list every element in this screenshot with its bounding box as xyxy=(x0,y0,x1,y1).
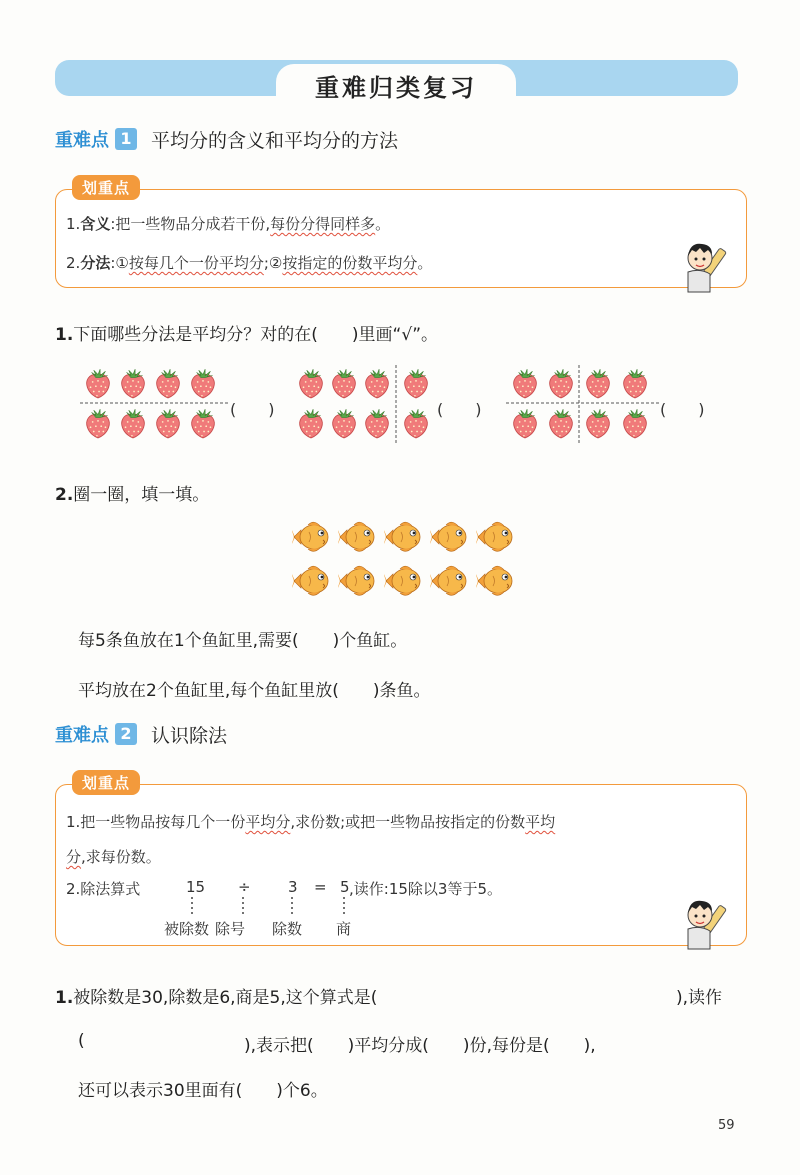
key-point-line-2: 2.分法:①按每几个一份平均分;②按指定的份数平均分。 xyxy=(66,254,433,272)
formula-dividend: 15 xyxy=(186,878,206,896)
key-point-tag: 划重点 xyxy=(72,175,140,200)
section-tag: 重难点 xyxy=(55,130,109,151)
section-number-badge: 2 xyxy=(115,723,137,745)
answer-paren-1[interactable]: ( ) xyxy=(230,400,275,419)
page-number: 59 xyxy=(718,1118,735,1133)
formula-equals: = xyxy=(314,878,327,896)
label-divide-sign: 除号 xyxy=(215,920,246,938)
question-2: 2.圈一圈，填一填。 xyxy=(55,485,210,505)
boy-with-pencil-icon xyxy=(678,895,738,955)
section-tag: 重难点 xyxy=(55,725,109,746)
key-point-line-1: 1.含义:把一些物品分成若干份,每份分得同样多。 xyxy=(66,215,391,233)
section-1-heading xyxy=(55,124,398,154)
question-3-line-1: 1.被除数是30,除数是6,商是5,这个算式是( xyxy=(55,988,378,1008)
strawberry-group-3 xyxy=(506,365,661,445)
formula-label: 2.除法算式 xyxy=(66,880,141,898)
answer-paren-2[interactable]: ( ) xyxy=(437,400,482,419)
key-point-line-1: 1.把一些物品按每几个一份平均分,求份数;或把一些物品按指定的份数平均 xyxy=(66,813,556,831)
strawberry-group-2 xyxy=(292,365,437,445)
section-title: 认识除法 xyxy=(151,724,228,747)
label-quotient: 商 xyxy=(336,920,352,938)
formula-divide-sign: ÷ xyxy=(238,878,251,896)
strawberry-group-1 xyxy=(80,365,230,445)
question-3-line-2: ),表示把( )平均分成( )份,每份是( ), xyxy=(244,1036,596,1056)
formula-quotient: 5 xyxy=(340,878,350,896)
formula-divisor: 3 xyxy=(288,878,298,896)
fish-group xyxy=(290,515,525,605)
section-title: 平均分的含义和平均分的方法 xyxy=(151,129,399,152)
answer-paren-3[interactable]: ( ) xyxy=(660,400,705,419)
section-2-heading xyxy=(55,719,227,749)
question-2-line-2: 平均放在2个鱼缸里,每个鱼缸里放( )条鱼。 xyxy=(78,681,431,701)
key-point-tag: 划重点 xyxy=(72,770,140,795)
key-point-box-1 xyxy=(55,189,747,288)
label-divisor: 除数 xyxy=(272,920,303,938)
question-3-line-2-start: ( xyxy=(78,1031,85,1051)
question-2-line-1: 每5条鱼放在1个鱼缸里,需要( )个鱼缸。 xyxy=(78,631,408,651)
question-3-line-1-end: ),读作 xyxy=(676,988,723,1008)
question-1: 1.下面哪些分法是平均分？对的在( )里画“√”。 xyxy=(55,325,439,345)
formula-reading: ,读作:15除以3等于5。 xyxy=(349,880,502,898)
key-point-line-2: 分,求每份数。 xyxy=(66,848,161,866)
section-number-badge: 1 xyxy=(115,128,137,150)
label-dividend: 被除数 xyxy=(164,920,210,938)
question-3-line-3: 还可以表示30里面有( )个6。 xyxy=(78,1081,328,1101)
formula-leader-lines xyxy=(180,897,360,917)
page-title: 重难归类复习 xyxy=(315,74,477,102)
boy-with-pencil-icon xyxy=(678,238,738,298)
